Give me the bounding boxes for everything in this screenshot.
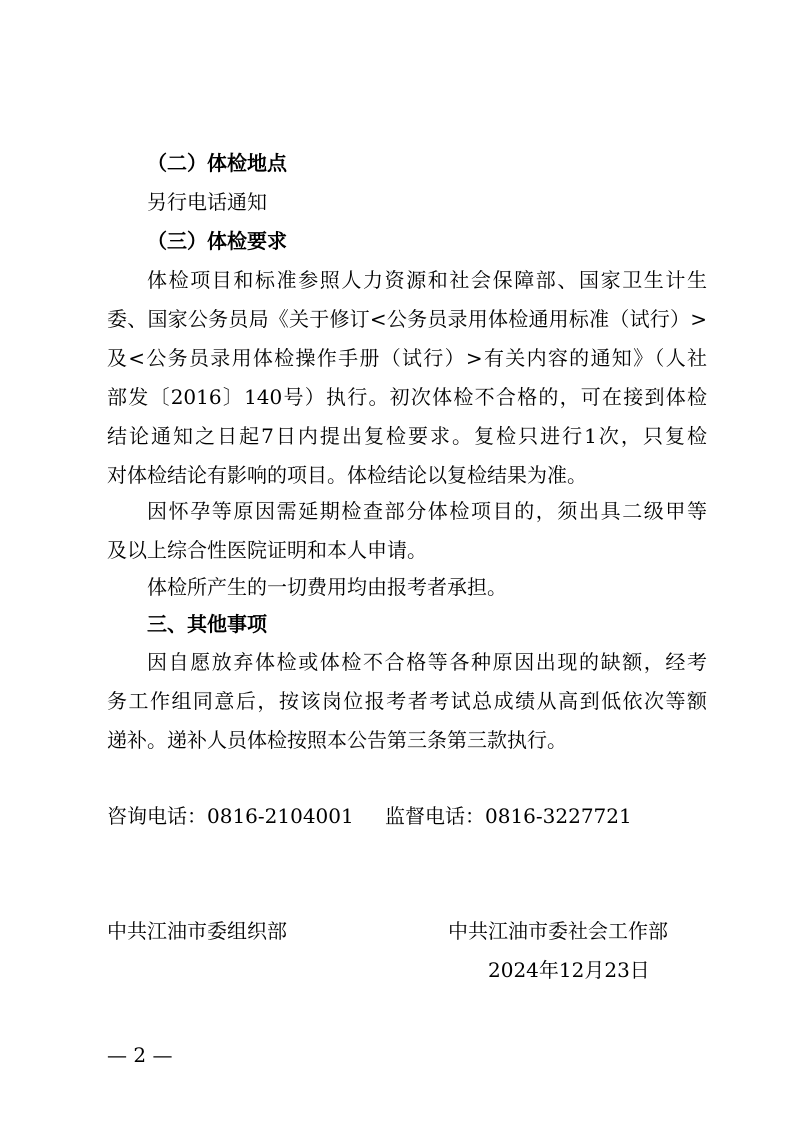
paragraph-line: 对体检结论有影响的项目。体检结论以复检结果为准。	[107, 463, 587, 487]
other-matters-heading: 三、其他事项	[147, 612, 267, 636]
paragraph-line: 因怀孕等原因需延期检查部分体检项目的，须出具二级甲等	[147, 499, 707, 523]
paragraph-line: 体检项目和标准参照人力资源和社会保障部、国家卫生计生	[147, 268, 707, 292]
paragraph-line: 委、国家公务员局《关于修订<公务员录用体检通用标准（试行）>	[107, 307, 707, 331]
paragraph-line: 务工作组同意后，按该岗位报考者考试总成绩从高到低依次等额	[107, 689, 707, 713]
page-number: — 2 —	[107, 1043, 173, 1067]
exam-requirements-paragraph-3: 体检所产生的一切费用均由报考者承担。	[147, 575, 507, 599]
supervision-phone: 监督电话：0816-3227721	[385, 804, 632, 828]
inquiry-phone: 咨询电话：0816-2104001	[107, 804, 354, 828]
exam-location-text: 另行电话通知	[147, 190, 267, 214]
paragraph-line: 及<公务员录用体检操作手册（试行）>有关内容的通知》（人社	[107, 346, 707, 370]
paragraph-line: 递补。递补人员体检按照本公告第三条第三款执行。	[107, 728, 567, 752]
signature-org-organization-dept: 中共江油市委组织部	[107, 919, 287, 943]
paragraph-line: 因自愿放弃体检或体检不合格等各种原因出现的缺额，经考	[147, 650, 707, 674]
signature-date: 2024年12月23日	[488, 958, 650, 982]
paragraph-line: 部发〔2016〕140号）执行。初次体检不合格的，可在接到体检	[107, 385, 707, 409]
paragraph-line: 结论通知之日起7日内提出复检要求。复检只进行1次，只复检	[107, 424, 707, 448]
paragraph-line: 及以上综合性医院证明和本人申请。	[107, 538, 427, 562]
exam-location-heading: （二）体检地点	[147, 151, 287, 175]
signature-org-social-work-dept: 中共江油市委社会工作部	[448, 919, 668, 943]
exam-requirements-heading: （三）体检要求	[147, 229, 287, 253]
